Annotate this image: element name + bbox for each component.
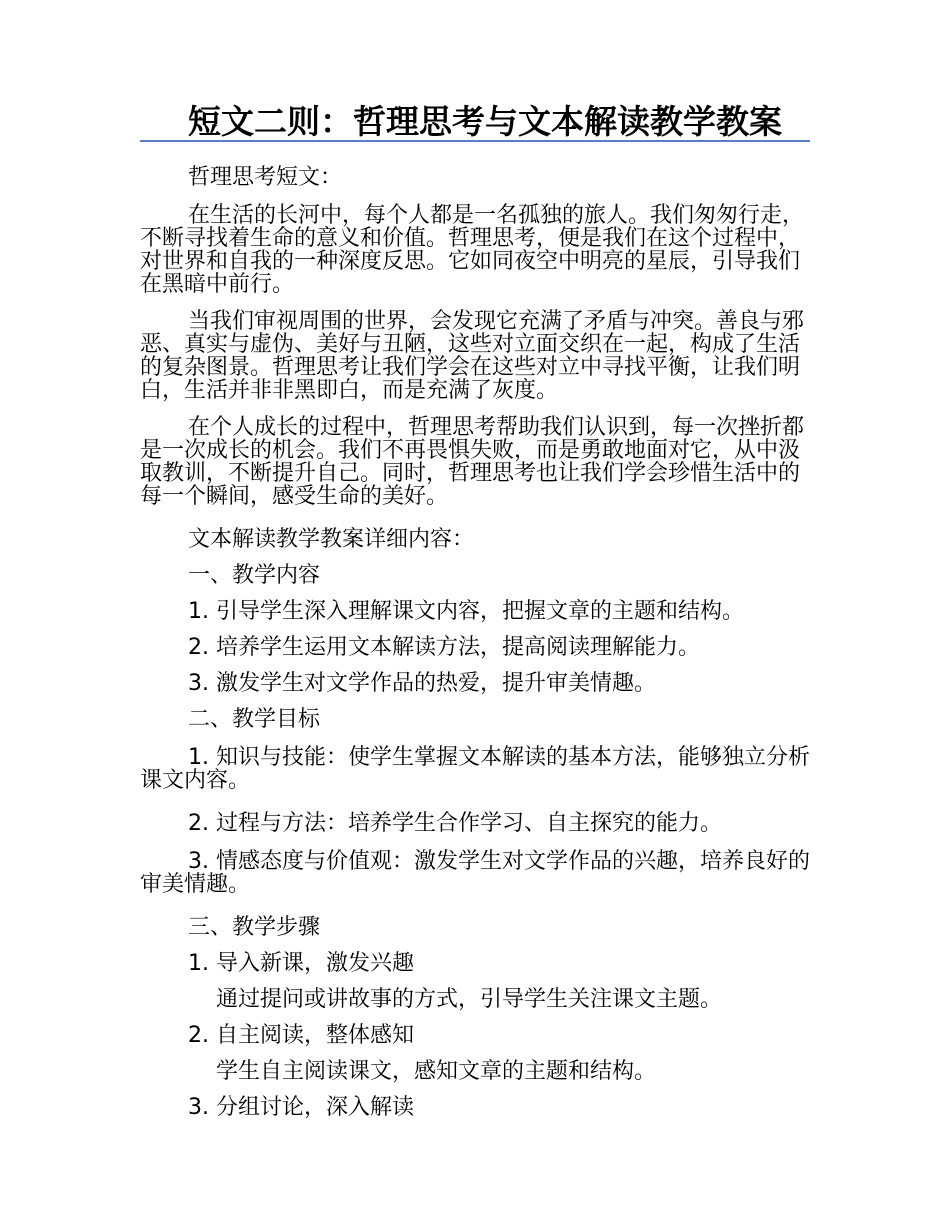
paragraph: 在生活的长河中，每个人都是一名孤独的旅人。我们匆匆行走，不断寻找着生命的意义和价值。哲理思考，便是我们在这个过程中，对世界和自我的一种深度反思。它如同夜空中明亮的星辰，引导我们在黑暗中前行。 (140, 203, 805, 297)
title-underline (140, 140, 810, 142)
list-item: 3. 激发学生对文学作品的热爱，提升审美情趣。 (188, 671, 656, 696)
section-heading: 一、教学内容 (188, 563, 321, 588)
step-title: 2. 自主阅读，整体感知 (188, 1023, 414, 1048)
step-title: 3. 分组讨论，深入解读 (188, 1095, 414, 1120)
list-item: 3. 情感态度与价值观：激发学生对文学作品的兴趣，培养良好的审美情趣。 (140, 849, 810, 897)
list-item: 2. 培养学生运用文本解读方法，提高阅读理解能力。 (188, 635, 700, 660)
list-item: 1. 知识与技能：使学生掌握文本解读的基本方法，能够独立分析课文内容。 (140, 745, 810, 793)
intro-label: 哲理思考短文： (188, 165, 343, 190)
section-heading: 三、教学步骤 (188, 915, 321, 940)
section-heading: 二、教学目标 (188, 707, 321, 732)
step-title: 1. 导入新课，激发兴趣 (188, 951, 414, 976)
step-description: 通过提问或讲故事的方式，引导学生关注课文主题。 (216, 987, 723, 1012)
list-item: 1. 引导学生深入理解课文内容，把握文章的主题和结构。 (188, 599, 744, 624)
step-description: 学生自主阅读课文，感知文章的主题和结构。 (216, 1059, 657, 1084)
document-body (140, 160, 810, 1126)
document-title: 短文二则：哲理思考与文本解读教学教案 (188, 102, 782, 141)
list-item: 2. 过程与方法：培养学生合作学习、自主探究的能力。 (188, 811, 722, 836)
paragraph: 当我们审视周围的世界，会发现它充满了矛盾与冲突。善良与邪恶、真实与虚伪、美好与丑陋，这些对立面交织在一起，构成了生活的复杂图景。哲理思考让我们学会在这些对立中寻找平衡，让我们明白，生活并非非黑即白，而是充满了灰度。 (140, 309, 805, 403)
paragraph: 在个人成长的过程中，哲理思考帮助我们认识到，每一次挫折都是一次成长的机会。我们不再畏惧失败，而是勇敢地面对它，从中汲取教训，不断提升自己。同时，哲理思考也让我们学会珍惜生活中的每一个瞬间，感受生命的美好。 (140, 415, 805, 509)
plan-label: 文本解读教学教案详细内容： (188, 527, 475, 552)
